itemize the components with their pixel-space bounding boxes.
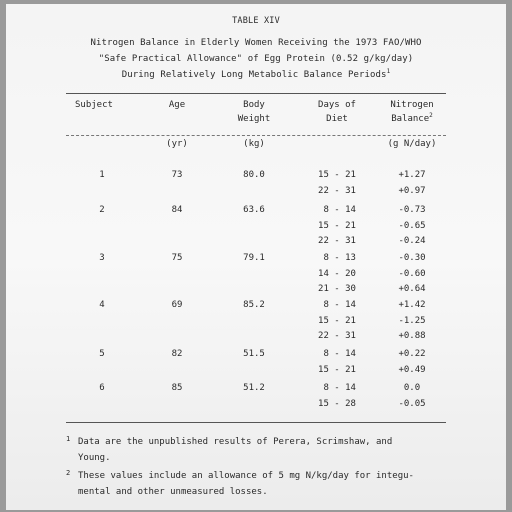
weight-cell: 51.2 — [243, 383, 265, 393]
footnote-1-line-2: Young. — [78, 452, 111, 463]
header-subject: Subject — [75, 100, 113, 110]
subject-cell: 2 — [99, 205, 105, 215]
weight-cell: 85.2 — [243, 300, 265, 310]
days-cell: 15 - 21 — [318, 315, 356, 326]
caption-line-3 — [6, 70, 506, 80]
weight-cell: 79.1 — [243, 253, 265, 263]
days-cell: 22 - 31 — [318, 185, 356, 196]
weight-cell: 80.0 — [243, 170, 265, 180]
header-footnote-mark: 2 — [429, 112, 433, 119]
header-days-line-2: Diet — [326, 114, 348, 124]
caption-line-3-text: During Relatively Long Metabolic Balance Periods — [121, 70, 387, 80]
age-cell: 75 — [171, 253, 183, 263]
nitrogen-balance-cell: -0.73 — [398, 205, 426, 215]
nitrogen-balance-cell: -0.24 — [398, 236, 426, 246]
subject-cell: 4 — [99, 300, 105, 310]
footnote-1-mark: 1 — [66, 435, 71, 443]
days-cell: 8 - 14 — [318, 383, 356, 393]
age-cell: 85 — [171, 383, 183, 393]
age-cell: 84 — [171, 205, 183, 215]
footnote-2-line-2: mental and other unmeasured losses. — [78, 486, 268, 497]
days-cell: 15 - 21 — [318, 364, 356, 375]
days-cell: 8 - 14 — [318, 300, 356, 310]
footnote-2-mark: 2 — [66, 469, 71, 477]
nitrogen-balance-cell: 0.0 — [403, 383, 421, 393]
subject-cell: 3 — [99, 253, 105, 263]
unit-weight: (kg) — [243, 139, 265, 149]
caption-line-2: "Safe Practical Allowance" of Egg Protein (0.52 g/kg/day) — [98, 54, 414, 64]
age-cell: 69 — [171, 300, 183, 310]
days-cell: 21 - 30 — [318, 284, 356, 294]
table-top-rule — [66, 93, 446, 94]
nitrogen-balance-cell: +1.42 — [398, 300, 426, 310]
unit-age: (yr) — [166, 139, 188, 149]
age-cell: 73 — [171, 170, 183, 180]
weight-cell: 51.5 — [243, 349, 265, 359]
header-nitrogen-text: Balance — [391, 114, 430, 124]
subject-cell: 5 — [99, 349, 105, 359]
document-page — [6, 4, 506, 510]
subject-cell: 1 — [99, 170, 105, 180]
nitrogen-balance-cell: -1.25 — [398, 315, 426, 326]
days-cell: 22 - 31 — [318, 236, 356, 246]
header-divider — [66, 135, 446, 136]
footnote-1 — [66, 435, 456, 466]
header-weight-line-1: Body — [243, 100, 265, 110]
nitrogen-balance-cell: +0.64 — [398, 284, 426, 294]
footnote-2-line-1: These values include an allowance of 5 mg N/kg/day for integu- — [78, 471, 414, 481]
days-cell: 15 - 21 — [318, 170, 356, 180]
days-cell: 15 - 21 — [318, 220, 356, 231]
nitrogen-balance-cell: -0.30 — [398, 253, 426, 263]
nitrogen-balance-cell: +1.27 — [398, 170, 426, 180]
age-cell: 82 — [171, 349, 183, 359]
nitrogen-balance-cell: -0.65 — [398, 220, 426, 231]
header-nitrogen-line-1: Nitrogen — [390, 100, 434, 110]
nitrogen-balance-cell: +0.97 — [398, 185, 426, 196]
unit-nitrogen: (g N/day) — [387, 139, 437, 149]
days-cell: 15 - 28 — [318, 398, 356, 409]
days-cell: 14 - 20 — [318, 268, 356, 279]
days-cell: 8 - 13 — [318, 253, 356, 263]
header-days-line-1: Days of — [318, 100, 356, 110]
days-cell: 8 - 14 — [318, 349, 356, 359]
table-title: TABLE XIV — [232, 16, 280, 26]
footnote-1-line-1: Data are the unpublished results of Perera, Scrimshaw, and — [78, 437, 393, 447]
nitrogen-balance-cell: -0.05 — [398, 398, 426, 409]
caption-line-1: Nitrogen Balance in Elderly Women Receiving the 1973 FAO/WHO — [90, 38, 422, 48]
days-cell: 22 - 31 — [318, 331, 356, 341]
days-cell: 8 - 14 — [318, 205, 356, 215]
header-age: Age — [168, 100, 186, 110]
caption-footnote-mark: 1 — [386, 68, 391, 75]
nitrogen-balance-cell: +0.22 — [398, 349, 426, 359]
table-bottom-rule — [66, 422, 446, 423]
nitrogen-balance-cell: +0.88 — [398, 331, 426, 341]
subject-cell: 6 — [99, 383, 105, 393]
nitrogen-balance-cell: +0.49 — [398, 364, 426, 375]
footnote-2 — [66, 469, 456, 500]
weight-cell: 63.6 — [243, 205, 265, 215]
nitrogen-balance-cell: -0.60 — [398, 268, 426, 279]
header-nitrogen-line-2 — [382, 114, 442, 124]
header-weight-line-2: Weight — [237, 114, 271, 124]
